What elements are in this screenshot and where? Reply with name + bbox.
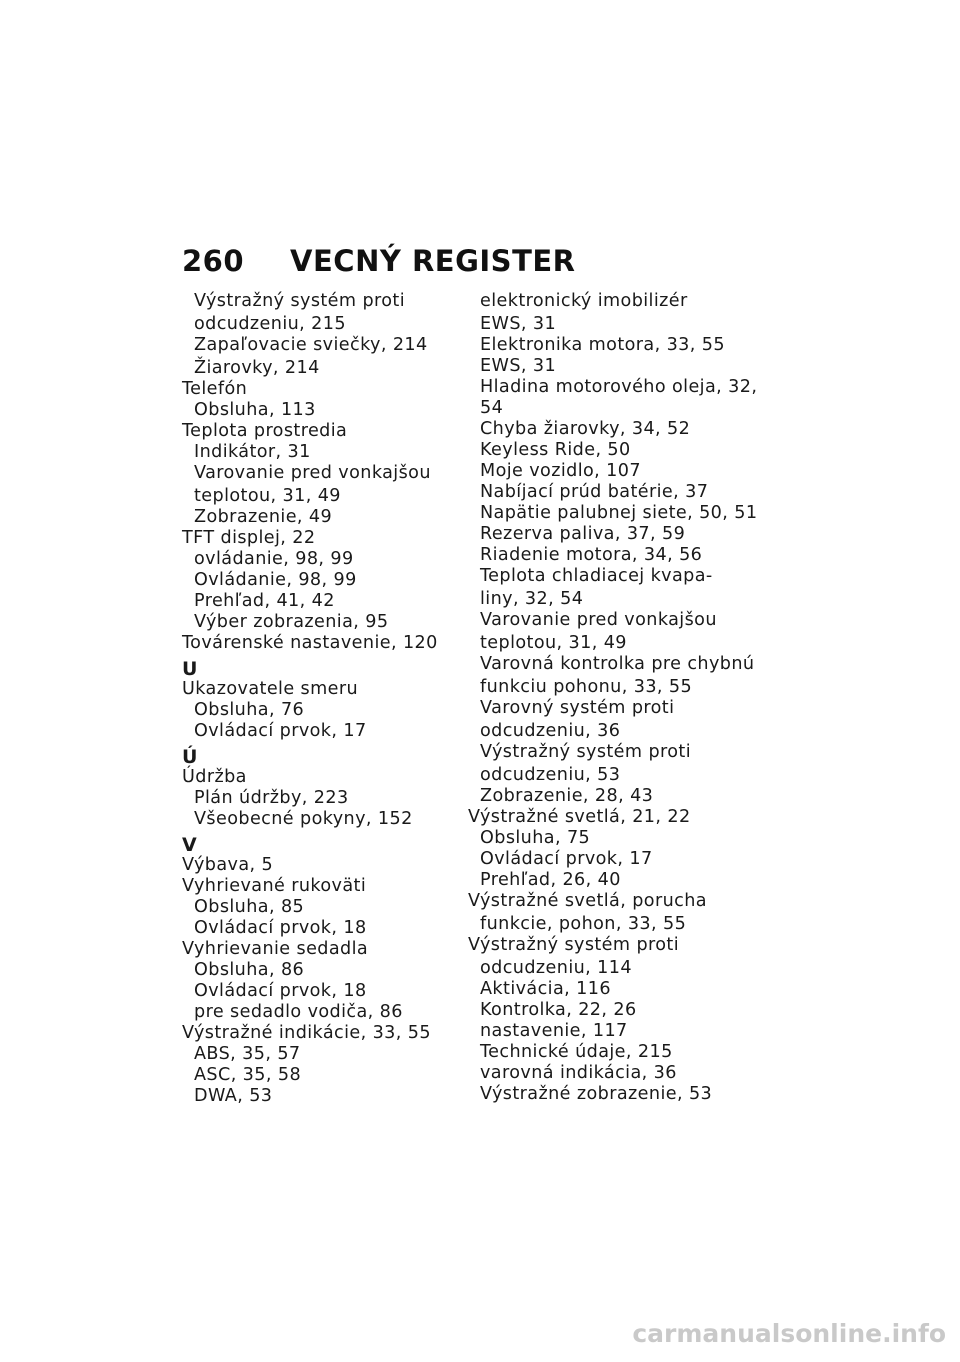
index-entry: Výbava, 5: [182, 855, 274, 875]
index-subentry: Napätie palubnej siete, 50, 51: [480, 503, 758, 523]
index-subentry: Žiarovky, 214: [194, 358, 320, 378]
index-subentry: Keyless Ride, 50: [480, 440, 631, 460]
index-letter-heading: Ú: [182, 746, 198, 768]
index-column-right: [468, 291, 758, 1105]
index-subentry: Ovládací prvok, 17: [480, 849, 653, 869]
index-entry: Továrenské nastavenie, 120: [182, 633, 438, 653]
index-subentry: Technické údaje, 215: [480, 1042, 673, 1062]
index-subentry: 54: [480, 398, 504, 418]
index-subentry: Rezerva paliva, 37, 59: [480, 524, 686, 544]
page-header: [182, 244, 576, 278]
index-subentry: Výstražný systém proti: [194, 291, 406, 311]
index-subentry: Ovládanie, 98, 99: [194, 570, 357, 590]
index-entry: Výstražné indikácie, 33, 55: [182, 1023, 431, 1043]
index-subentry: Indikátor, 31: [194, 442, 311, 462]
index-subentry: nastavenie, 117: [480, 1021, 628, 1041]
index-subentry: teplotou, 31, 49: [480, 633, 627, 653]
index-subentry: Varovanie pred vonkajšou: [480, 610, 717, 630]
index-subentry: EWS, 31: [480, 314, 557, 334]
index-subentry: Elektronika motora, 33, 55: [480, 335, 725, 355]
index-subentry: Varovná kontrolka pre chybnú: [480, 654, 755, 674]
index-subentry: Prehľad, 26, 40: [480, 870, 621, 890]
index-subentry: Výstražné zobrazenie, 53: [480, 1084, 713, 1104]
index-subentry: Výstražný systém proti: [480, 742, 692, 762]
index-subentry: Obsluha, 75: [480, 828, 591, 848]
index-entry: Telefón: [182, 379, 248, 399]
index-subentry: odcudzeniu, 53: [480, 765, 621, 785]
index-entry: Vyhrievané rukoväti: [182, 876, 367, 896]
index-subentry: Hladina motorového oleja, 32,: [480, 377, 758, 397]
index-subentry: funkciu pohonu, 33, 55: [480, 677, 693, 697]
index-entry: Údržba: [182, 767, 247, 787]
index-subentry: ABS, 35, 57: [194, 1044, 301, 1064]
index-subentry: Ovládací prvok, 18: [194, 981, 367, 1001]
index-entry: Výstražný systém proti: [468, 935, 680, 955]
index-subentry: odcudzeniu, 114: [480, 958, 632, 978]
index-subentry: pre sedadlo vodiča, 86: [194, 1002, 403, 1022]
index-subentry: liny, 32, 54: [480, 589, 584, 609]
index-subentry: Varovný systém proti: [480, 698, 675, 718]
index-subentry: Zapaľovacie sviečky, 214: [194, 335, 428, 355]
index-subentry: Prehľad, 41, 42: [194, 591, 335, 611]
index-subentry: Aktivácia, 116: [480, 979, 611, 999]
index-subentry: Obsluha, 85: [194, 897, 305, 917]
index-subentry: ASC, 35, 58: [194, 1065, 302, 1085]
index-subentry: Kontrolka, 22, 26: [480, 1000, 637, 1020]
index-subentry: Teplota chladiacej kvapa-: [480, 566, 713, 586]
index-subentry: Riadenie motora, 34, 56: [480, 545, 703, 565]
index-subentry: Moje vozidlo, 107: [480, 461, 641, 481]
index-letter-heading: V: [182, 834, 198, 856]
index-entry: Vyhrievanie sedadla: [182, 939, 369, 959]
index-entry: Výstražné svetlá, 21, 22: [468, 807, 691, 827]
index-subentry: Ovládací prvok, 18: [194, 918, 367, 938]
index-subentry: elektronický imobilizér: [480, 291, 688, 311]
index-subentry: Obsluha, 113: [194, 400, 316, 420]
index-subentry: odcudzeniu, 215: [194, 314, 346, 334]
index-subentry: teplotou, 31, 49: [194, 486, 341, 506]
index-entry: TFT displej, 22: [182, 528, 316, 548]
index-column-left: [182, 291, 472, 1107]
index-subentry: Chyba žiarovky, 34, 52: [480, 419, 691, 439]
index-subentry: Plán údržby, 223: [194, 788, 349, 808]
index-subentry: Výber zobrazenia, 95: [194, 612, 389, 632]
index-subentry: Všeobecné pokyny, 152: [194, 809, 413, 829]
index-subentry: ovládanie, 98, 99: [194, 549, 354, 569]
index-subentry: EWS, 31: [480, 356, 557, 376]
index-entry: Ukazovatele smeru: [182, 679, 359, 699]
index-subentry: Zobrazenie, 28, 43: [480, 786, 654, 806]
index-subentry: funkcie, pohon, 33, 55: [480, 914, 687, 934]
index-subentry: odcudzeniu, 36: [480, 721, 621, 741]
index-subentry: DWA, 53: [194, 1086, 273, 1106]
index-letter-heading: U: [182, 658, 198, 680]
index-subentry: Varovanie pred vonkajšou: [194, 463, 431, 483]
index-subentry: Obsluha, 86: [194, 960, 305, 980]
index-subentry: Nabíjací prúd batérie, 37: [480, 482, 709, 502]
index-entry: Teplota prostredia: [182, 421, 348, 441]
index-subentry: varovná indikácia, 36: [480, 1063, 677, 1083]
index-subentry: Obsluha, 76: [194, 700, 305, 720]
page-title: VECNÝ REGISTER: [290, 244, 576, 278]
watermark: carmanualsonline.info: [632, 1319, 946, 1348]
page-number: 260: [182, 244, 245, 278]
index-entry: Výstražné svetlá, porucha: [468, 891, 707, 911]
index-subentry: Zobrazenie, 49: [194, 507, 333, 527]
index-subentry: Ovládací prvok, 17: [194, 721, 367, 741]
